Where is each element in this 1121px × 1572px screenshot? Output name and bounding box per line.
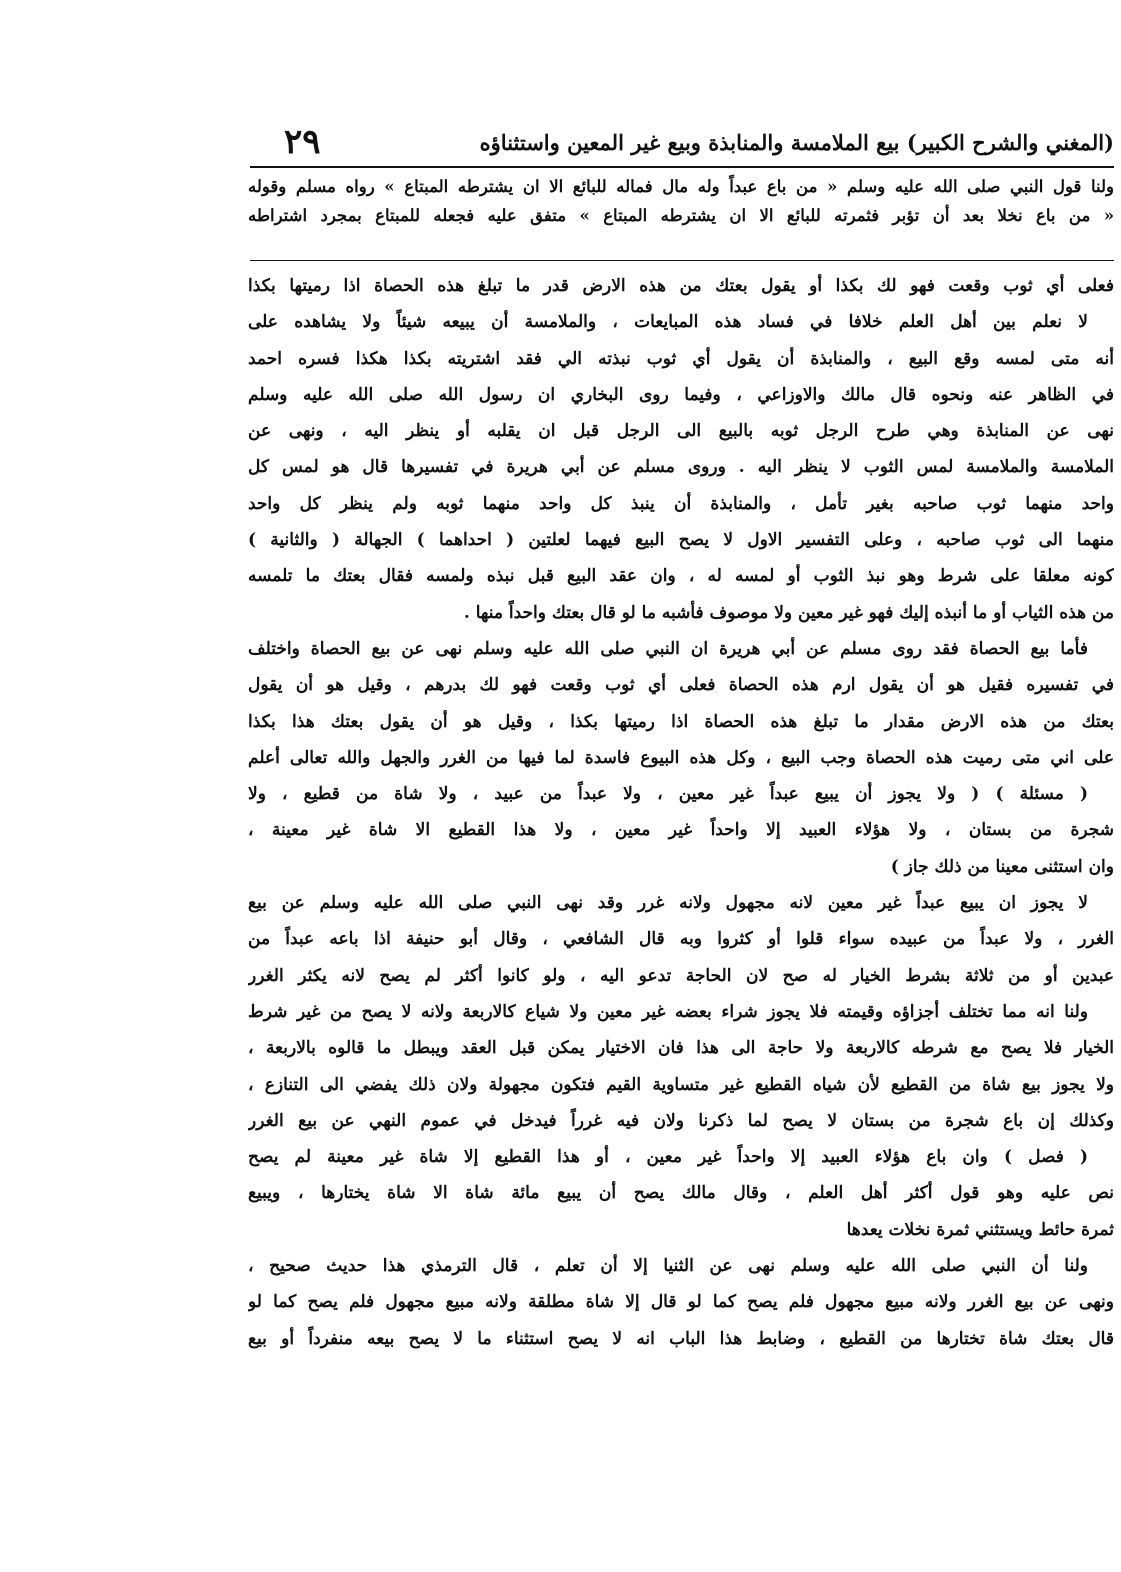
running-title: (المغني والشرح الكبير) بيع الملامسة والمنابذة وبيع غير المعين واستثناؤه xyxy=(479,130,1114,155)
text-line: فأما بيع الحصاة فقد روى مسلم عن أبي هريرة ان النبي صلى الله عليه وسلم نهى عن بيع الحصاة واختلف xyxy=(248,638,1088,659)
text-line: على اني متى رميت هذه الحصاة وجب البيع ، وكل هذه البيوع فاسدة لما فيها من الغرر والجهل والله تعالى أعلم xyxy=(248,747,1114,768)
text-line: كونه معلقا على شرط وهو نبذ الثوب أو لمسه له ، وان عقد البيع قبل نبذه ولمسه فقال بعتك ما تلمسه xyxy=(248,566,1114,587)
text-line: « من باع نخلا بعد أن تؤبر فثمرته للبائع الا ان يشترطه المبتاع » متفق عليه فجعله للمبتاع بمجرد اشتراطه xyxy=(248,206,1114,225)
page-header xyxy=(250,120,1118,166)
section-divider xyxy=(250,260,1114,261)
text-line: واحد منهما ثوب صاحبه بغير تأمل ، والمنابذة أن ينبذ كل واحد منهما ثوبه ولم ينظر كل واحد xyxy=(248,493,1114,514)
text-line: ولنا انه مما تختلف أجزاؤه وقيمته فلا يجوز شراء بعضه غير معين ولا شياع كالاربعة ولانه لا يصح من غير شرط xyxy=(248,1001,1088,1022)
text-line: ولا يجوز بيع شاة من القطيع لأن شياه القطيع غير متساوية القيم فتكون مجهولة ولان ذلك يفضي الى التنازع ، xyxy=(248,1074,1114,1095)
text-line: لا يجوز ان يبيع عبداً غير معين لانه مجهول ولانه غرر وقد نهى النبي صلى الله عليه وسلم عن بيع xyxy=(248,893,1088,914)
text-line: لا نعلم بين أهل العلم خلافا في فساد هذه المبايعات ، والملامسة أن يبيعه شيئاً ولا يشاهده على xyxy=(248,312,1088,333)
text-line: ولنا أن النبي صلى الله عليه وسلم نهى عن الثنيا إلا أن تعلم ، قال الترمذي هذا حديث صحيح ، xyxy=(248,1256,1088,1277)
text-line: من هذه الثياب أو ما أنبذه إليك فهو غير معين ولا موصوف فأشبه ما لو قال بعتك واحداً منها . xyxy=(463,602,1114,623)
text-line: ثمرة حائط ويستثني ثمرة نخلات يعدها xyxy=(846,1219,1114,1240)
text-line: ( فصل ) وان باع هؤلاء العبيد إلا واحداً غير معين ، أو هذا القطيع إلا شاة غير معينة لم يصح xyxy=(248,1147,1088,1168)
text-line: منهما الى ثوب صاحبه ، وعلى التفسير الاول لا يصح البيع فيهما لعلتين ( احداهما ) الجهالة ( والثانية ) xyxy=(248,530,1114,551)
commentary-block xyxy=(248,172,1114,230)
text-line: الخيار فلا يصح مع شرطه كالاربعة ولا حاجة الى هذا فان الاختيار يمكن قبل العقد ويبطل ما قالوه بالاربعة ، xyxy=(248,1038,1114,1059)
text-line: ولنا قول النبي صلى الله عليه وسلم « من باع عبداً وله مال فماله للبائع الا ان يشترطه المبتاع » رواه مسلم وقوله xyxy=(248,177,1114,196)
text-line: فعلى أي ثوب وقعت فهو لك بكذا أو يقول بعتك من هذه الارض قدر ما تبلغ هذه الحصاة اذا رميتها بكذا xyxy=(248,276,1114,296)
text-line: في الظاهر عنه ونحوه قال مالك والاوزاعي ، وفيما روى البخاري ان رسول الله صلى الله عليه وسلم xyxy=(248,384,1114,405)
text-line: وان استثنى معينا من ذلك جاز ) xyxy=(890,856,1114,877)
text-line: أنه متى لمسه وقع البيع ، والمنابذة أن يقول أي ثوب نبذته الي فقد اشتريته بكذا هكذا فسره احمد xyxy=(248,348,1114,369)
text-line: نهى عن المنابذة وهي طرح الرجل ثوبه بالبيع الى الرجل قبل ان يقلبه أو ينظر اليه ، ونهى عن xyxy=(248,421,1114,442)
text-line: الملامسة والملامسة لمس الثوب لا ينظر اليه . وروى مسلم عن أبي هريرة في تفسيرها قال هو لمس كل xyxy=(248,457,1114,478)
header-divider xyxy=(250,166,1114,168)
text-line: في تفسيره فقيل هو أن يقول ارم هذه الحصاة فعلى أي ثوب وقعت فهو لك بدرهم ، وقيل هو أن يقول xyxy=(248,675,1114,696)
page-number: ٢٩ xyxy=(284,122,321,162)
text-line: وكذلك إن باع شجرة من بستان لا يصح لما ذكرنا ولان فيه غرراً فيدخل في عموم النهي عن بيع الغرر xyxy=(248,1110,1114,1131)
text-line: قال بعتك شاة تختارها من القطيع ، وضابط هذا الباب انه لا يصح استثناء ما لا يصح بيعه منفرداً أو بيع xyxy=(248,1328,1114,1349)
main-text-block xyxy=(248,268,1114,1357)
text-line: عبدين أو من ثلاثة بشرط الخيار له صح لان الحاجة تدعو اليه ، ولو كانوا أكثر لم يصح لانه يكثر الغرر xyxy=(248,965,1114,986)
text-line: ( مسئلة ) ( ولا يجوز أن يبيع عبداً غير معين ، ولا عبداً من عبيد ، ولا شاة من قطيع ، ولا xyxy=(248,784,1088,805)
text-line: بعتك من هذه الارض مقدار ما تبلغ هذه الحصاة اذا رميتها بكذا ، وقيل هو أن يقول بعتك هذا بكذا xyxy=(248,711,1114,732)
text-line: ونهى عن بيع الغرر ولانه مبيع مجهول فلم يصح كما لو قال إلا شاة مطلقة ولانه مبيع مجهول فلم يصح كما لو xyxy=(248,1292,1114,1313)
text-line: الغرر ، ولا عبداً من عبيده سواء قلوا أو كثروا وبه قال الشافعي ، وقال أبو حنيفة اذا باعه عبداً من xyxy=(248,929,1114,950)
text-line: شجرة من بستان ، ولا هؤلاء العبيد إلا واحداً غير معين ، ولا هذا القطيع الا شاة غير معينة ، xyxy=(248,820,1114,841)
text-line: نص عليه وهو قول أكثر أهل العلم ، وقال مالك يصح أن يبيع مائة شاة الا شاة يختارها ، ويبيع xyxy=(248,1183,1114,1204)
